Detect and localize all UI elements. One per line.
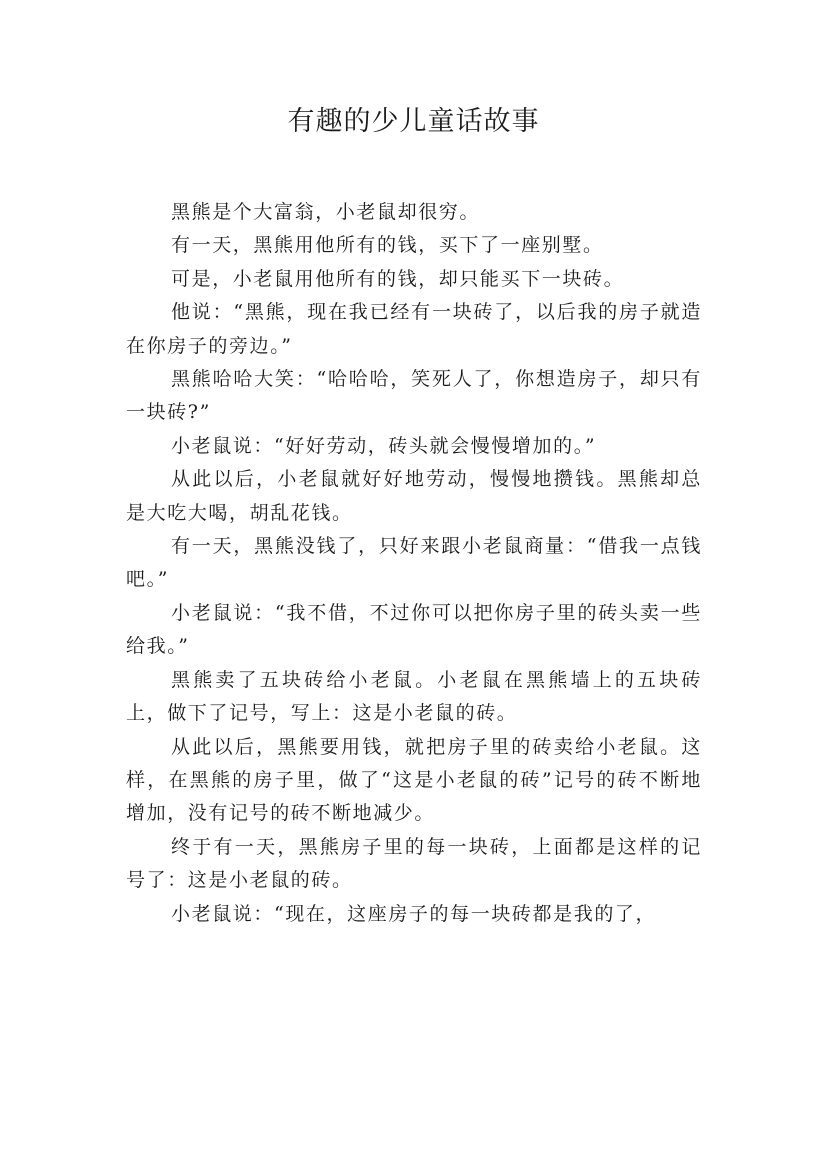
paragraph: 可是，小老鼠用他所有的钱，却只能买下一块砖。 [171,267,625,290]
paragraph: 终于有一天，黑熊房子里的每一块砖，上面都是这样的记号了：这是小老鼠的砖。 [126,835,702,892]
paragraph: 他说：“黑熊，现在我已经有一块砖了，以后我的房子就造在你房子的旁边。” [126,301,702,357]
document-title: 有趣的少儿童话故事 [287,106,540,137]
paragraph: 小老鼠说：“我不借，不过你可以把你房子里的砖头卖一些给我。” [126,601,702,658]
paragraph: 黑熊卖了五块砖给小老鼠。小老鼠在黑熊墙上的五块砖上，做下了记号，写上：这是小老鼠的砖。 [126,668,702,725]
story-body [126,196,702,931]
paragraph: 小老鼠说：“好好劳动，砖头就会慢慢增加的。” [171,434,597,457]
paragraph: 有一天，黑熊用他所有的钱，买下了一座别墅。 [171,234,604,257]
paragraph: 黑熊是个大富翁，小老鼠却很穷。 [171,201,481,223]
paragraph: 有一天，黑熊没钱了，只好来跟小老鼠商量：“借我一点钱吧。” [126,535,702,591]
paragraph: 从此以后，黑熊要用钱，就把房子里的砖卖给小老鼠。这样，在黑熊的房子里，做了“这是小老鼠的砖”记号的砖不断地增加，没有记号的砖不断地减少。 [126,735,702,825]
paragraph: 黑熊哈哈大笑：“哈哈哈，笑死人了，你想造房子，却只有一块砖?” [126,368,702,424]
paragraph: 从此以后，小老鼠就好好地劳动，慢慢地攒钱。黑熊却总是大吃大喝，胡乱花钱。 [126,468,702,524]
paragraph: 小老鼠说：“现在，这座房子的每一块砖都是我的了， [171,902,657,925]
